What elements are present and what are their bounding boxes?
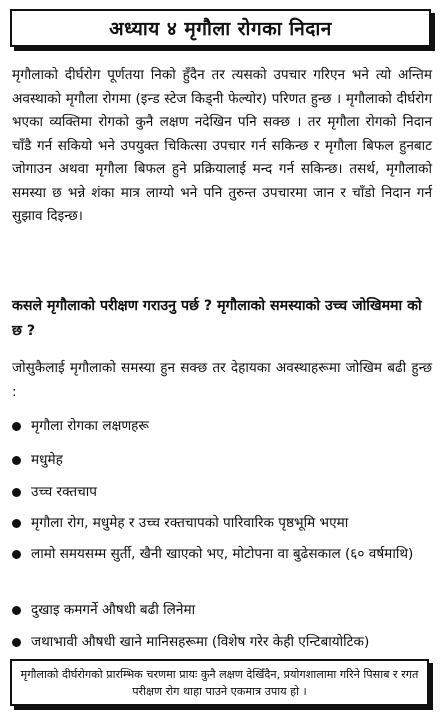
bullet-icon	[12, 638, 21, 647]
bullet-icon	[12, 488, 21, 497]
list-item: मृगौला रोग, मधुमेह र उच्च रक्तचापको पारिवारिक पृष्ठभूमि भएमा	[12, 511, 432, 535]
bullet-icon	[12, 550, 21, 559]
list-item: मधुमेह	[12, 448, 432, 472]
intro-paragraph: मृगौलाको दीर्घरोग पूर्णतया निको हुँदैन तर त्यसको उपचार गरिएन भने त्यो अन्तिम अवस्थाको मृगौला रोगमा (इन्ड स्टेज किड्नी फेल्योर) परिणत हुन्छ । मृगौलाको दीर्घरोग भएका व्यक्तिमा रोगको कुनै लक्षण नदेखिन पनि सक्छ । तर मृगौला रोगको निदान चाँडै गर्न सकियो भने उपयुक्त चिकित्सा उपचार गर्न सकिन्छ र मृगौला बिफल हुनबाट जोगाउन अथवा मृगौला बिफल हुने प्रक्रियालाई मन्द गर्न सकिन्छ। तसर्थ, मृगौलाको समस्या छ भन्ने शंका मात्र लाग्यो भने पनि तुरुन्त उपचारमा जान र चाँडो निदान गर्न सुझाव दिइन्छ।	[12, 67, 432, 224]
bullet-icon	[12, 519, 21, 528]
chapter-title: अध्याय ४ मृगौला रोगका निदान	[10, 9, 431, 47]
risk-intro-paragraph: जोसुकैलाई मृगौलाको समस्या हुन सक्छ तर देहायका अवस्थाहरूमा जोखिम बढी हुन्छ :	[12, 360, 432, 400]
list-item: उच्च रक्तचाप	[12, 480, 432, 504]
bullet-icon	[12, 456, 21, 465]
bullet-icon	[12, 606, 21, 615]
list-item: दुखाइ कमगर्ने औषधी बढी लिनेमा	[12, 598, 432, 622]
note-box: मृगौलाको दीर्घरोगको प्रारम्भिक चरणमा प्रायः कुनै लक्षण देखिँदैन, प्रयोगशालामा गरिने पिसाब र रगत परीक्षण रोग थाहा पाउने एकमात्र उपाय हो ।	[10, 659, 429, 706]
list-item: जथाभावी औषधी खाने मानिसहरूमा (विशेष गरेर केही एन्टिबायोटिक)	[12, 630, 432, 654]
bullet-icon	[12, 422, 21, 431]
list-item: लामो समयसम्म सुर्ती, खैनी खाएको भए, मोटोपना वा बुढेसकाल (६० वर्षमाथि)	[12, 542, 432, 566]
list-item: मृगौला रोगका लक्षणहरू	[12, 414, 432, 438]
question-heading: कसले मृगौलाको परीक्षण गराउनु पर्छ ? मृगौलाको समस्याको उच्च जोखिममा को छ ?	[12, 298, 422, 339]
